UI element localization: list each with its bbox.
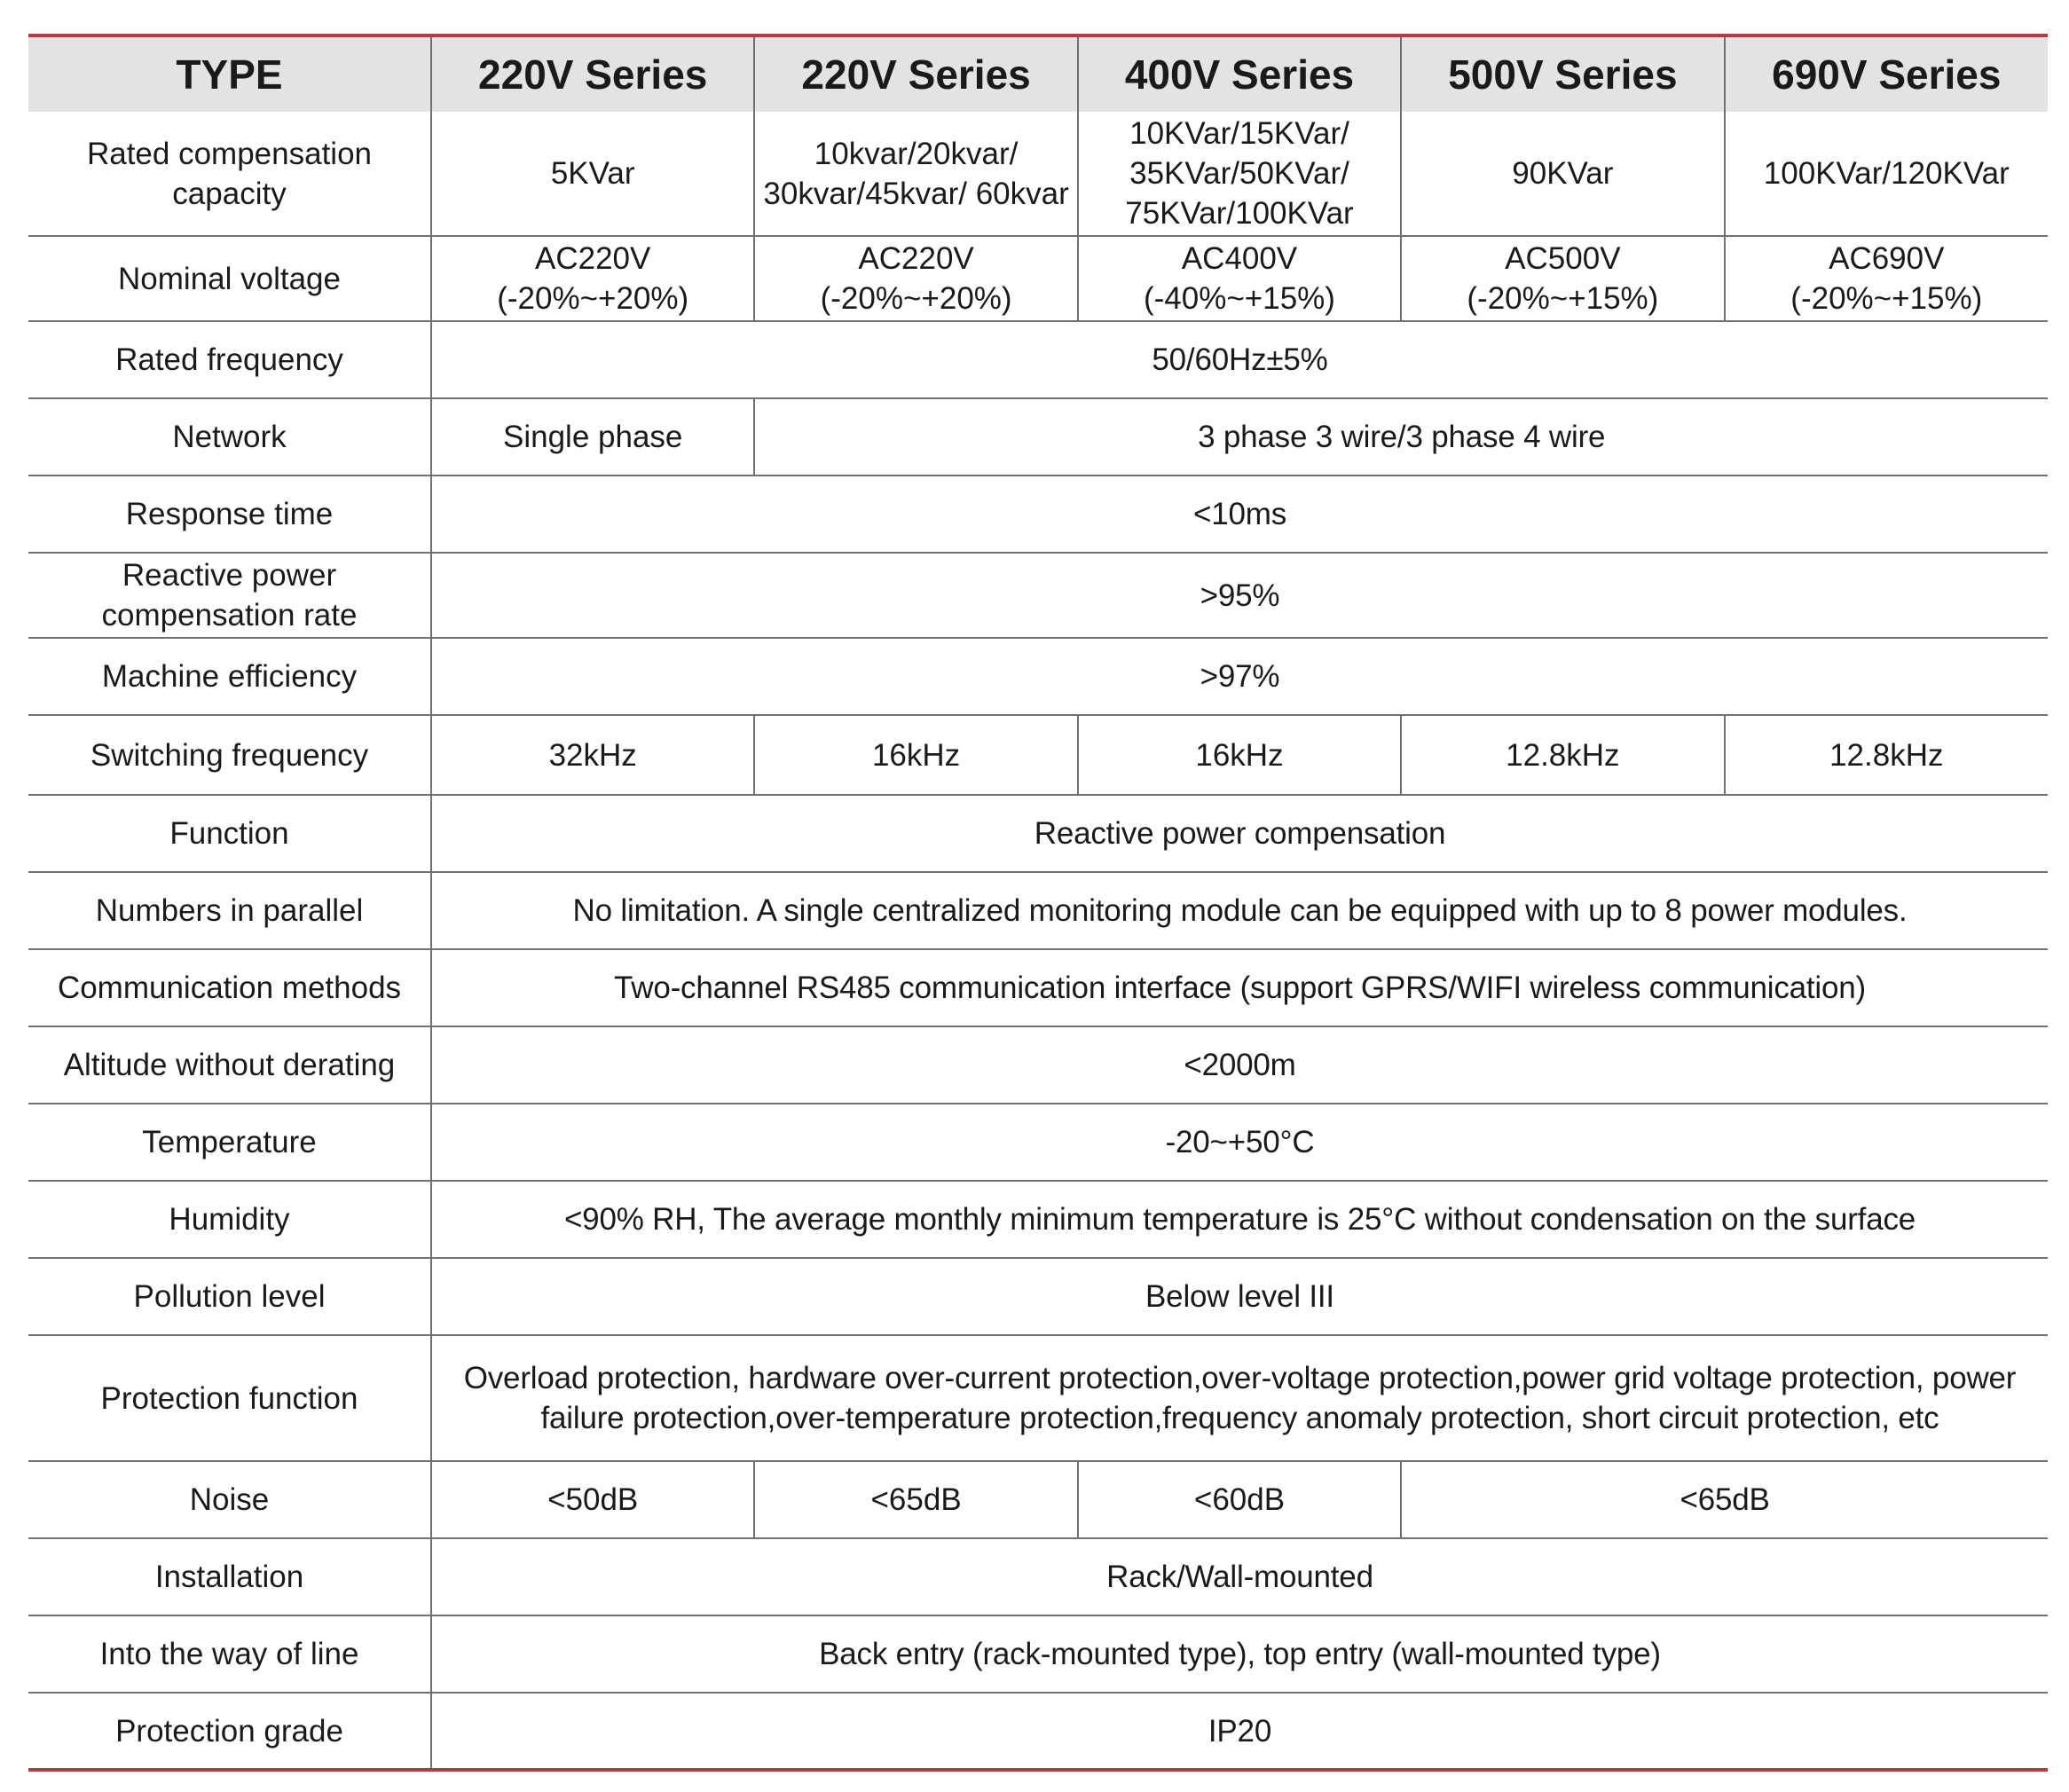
table-row [28, 112, 2048, 236]
row-value: Single phase [431, 398, 754, 476]
table-row [28, 398, 2048, 476]
row-label: Reactive power compensation rate [28, 553, 431, 638]
row-label: Installation [28, 1538, 431, 1615]
table-row [28, 553, 2048, 638]
row-value: 10KVar/15KVar/ 35KVar/50KVar/ 75KVar/100KVar [1078, 112, 1401, 236]
row-label: Network [28, 398, 431, 476]
row-label: Into the way of line [28, 1615, 431, 1693]
row-value: >97% [431, 638, 2048, 715]
row-label: Communication methods [28, 949, 431, 1026]
table-row [28, 1461, 2048, 1538]
table-row [28, 1615, 2048, 1693]
row-value: Overload protection, hardware over-current protection,over-voltage protection,power grid voltage protection, power failure protection,over-temperature protection,frequency anomaly protection, short circuit protection, etc [431, 1335, 2048, 1461]
header-type: TYPE [28, 35, 431, 112]
row-value: AC690V (-20%~+15%) [1725, 236, 2048, 321]
table-row [28, 795, 2048, 872]
table-row [28, 1104, 2048, 1181]
row-value: Back entry (rack-mounted type), top entry (wall-mounted type) [431, 1615, 2048, 1693]
row-label: Protection grade [115, 1713, 343, 1749]
row-value: 10kvar/20kvar/ 30kvar/45kvar/ 60kvar [754, 112, 1077, 236]
row-value: 16kHz [754, 715, 1077, 795]
row-label: Response time [28, 476, 431, 553]
row-label: Protection function [28, 1335, 431, 1461]
row-value: Below level III [431, 1258, 2048, 1335]
header-series-690v: 690V Series [1725, 35, 2048, 112]
row-value: 12.8kHz [1725, 715, 2048, 795]
row-value: <50dB [431, 1461, 754, 1538]
row-value: <90% RH, The average monthly minimum temperature is 25°C without condensation on the surface [431, 1181, 2048, 1258]
table-row [28, 1181, 2048, 1258]
row-value: <60dB [1078, 1461, 1401, 1538]
table-row [28, 1538, 2048, 1615]
table-row [28, 872, 2048, 949]
row-value: <65dB [1401, 1461, 2048, 1538]
row-value: AC400V (-40%~+15%) [1078, 236, 1401, 321]
spec-table [28, 34, 2048, 1772]
row-value: Rack/Wall-mounted [431, 1538, 2048, 1615]
row-label: Temperature [28, 1104, 431, 1181]
row-value: 50/60Hz±5% [431, 321, 2048, 398]
table-row [28, 1335, 2048, 1461]
row-value: 32kHz [431, 715, 754, 795]
row-value: Two-channel RS485 communication interface (support GPRS/WIFI wireless communication) [431, 949, 2048, 1026]
table-row [28, 476, 2048, 553]
row-label: Numbers in parallel [28, 872, 431, 949]
row-label: Machine efficiency [28, 638, 431, 715]
row-label: Nominal voltage [28, 236, 431, 321]
row-value: >95% [431, 553, 2048, 638]
table-row [28, 1026, 2048, 1104]
table-header [28, 35, 2048, 112]
table-row [28, 715, 2048, 795]
header-series-500v: 500V Series [1401, 35, 1724, 112]
row-label: Rated compensation capacity [28, 112, 431, 236]
table-row [28, 638, 2048, 715]
row-label: Noise [28, 1461, 431, 1538]
table-row [28, 949, 2048, 1026]
row-label: Rated frequency [28, 321, 431, 398]
row-value: <10ms [431, 476, 2048, 553]
header-series-400v: 400V Series [1078, 35, 1401, 112]
row-value: 12.8kHz [1401, 715, 1724, 795]
table-row [28, 1693, 2048, 1770]
row-value: Reactive power compensation [431, 795, 2048, 872]
row-value: 100KVar/120KVar [1725, 112, 2048, 236]
header-series-220v-a: 220V Series [431, 35, 754, 112]
row-value: -20~+50°C [431, 1104, 2048, 1181]
row-value: <2000m [431, 1026, 2048, 1104]
table-row [28, 1258, 2048, 1335]
row-label: Humidity [28, 1181, 431, 1258]
row-value: IP20 [431, 1693, 2048, 1770]
row-label: Altitude without derating [28, 1026, 431, 1104]
header-row [28, 35, 2048, 112]
row-label: Function [28, 795, 431, 872]
row-value: AC500V (-20%~+15%) [1401, 236, 1724, 321]
row-label: Switching frequency [28, 715, 431, 795]
table-body [28, 112, 2048, 1770]
row-value: <65dB [754, 1461, 1077, 1538]
table-row [28, 321, 2048, 398]
table-row [28, 236, 2048, 321]
row-value: AC220V (-20%~+20%) [431, 236, 754, 321]
row-value: No limitation. A single centralized monitoring module can be equipped with up to 8 power modules. [431, 872, 2048, 949]
row-value: 16kHz [1078, 715, 1401, 795]
row-value: 90KVar [1401, 112, 1724, 236]
row-value: AC220V (-20%~+20%) [754, 236, 1077, 321]
row-label: Pollution level [28, 1258, 431, 1335]
row-value: 5KVar [431, 112, 754, 236]
header-series-220v-b: 220V Series [754, 35, 1077, 112]
row-value: 3 phase 3 wire/3 phase 4 wire [754, 398, 2048, 476]
